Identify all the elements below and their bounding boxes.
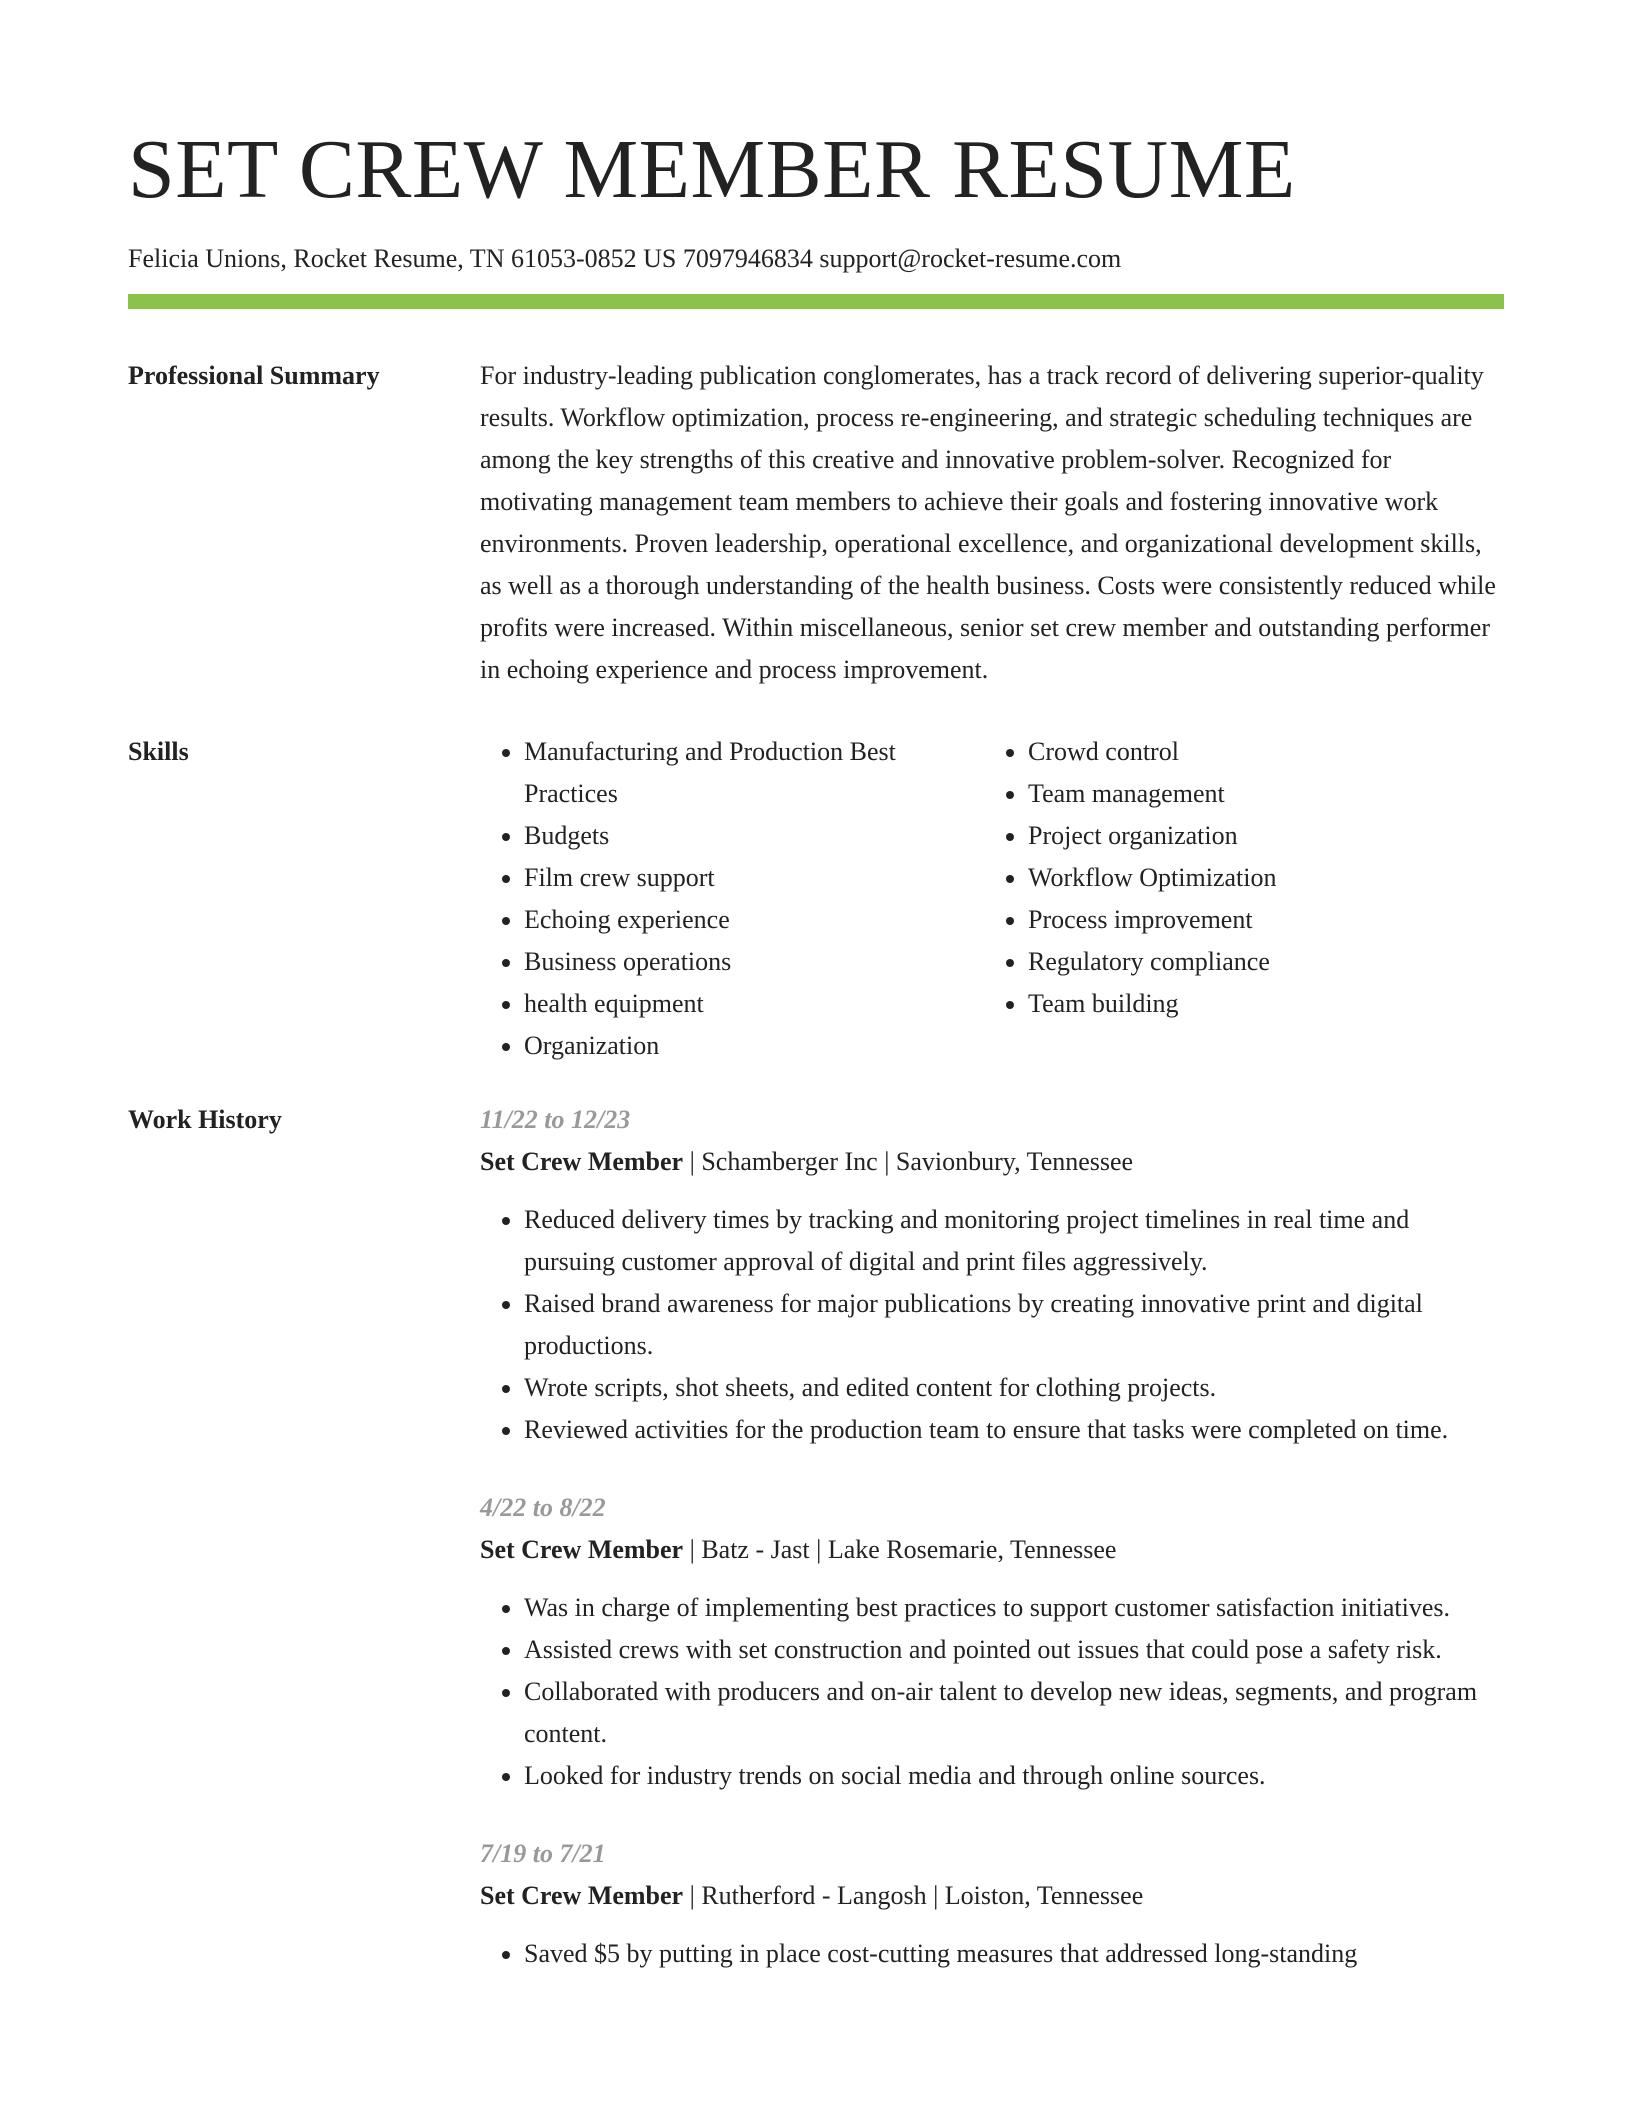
skill-item: • Business operations xyxy=(524,941,984,983)
summary-text: For industry-leading publication conglomerates, has a track record of delivering superior-quality results. Workflow optimization, process re-engineering, and strategic scheduling techniques are among the key strengths of this creative and innovative problem-solver. Recognized for motivating management team members to achieve their goals and fostering innovative work environments. Proven leadership, operational excellence, and organizational development skills, as well as a thorough understanding of the health business. Costs were consistently reduced while profits were increased. Within miscellaneous, senior set crew member and outstanding performer in echoing experience and process improvement. xyxy=(480,361,1496,684)
skills-list-left xyxy=(480,731,984,1067)
skill-item: • Manufacturing and Production Best Practices xyxy=(524,731,984,815)
skill-item: • Crowd control xyxy=(1028,731,1488,773)
job-title: Set Crew Member xyxy=(480,1535,684,1564)
job-date: 7/19 to 7/21 xyxy=(480,1839,606,1868)
job-bullets xyxy=(480,1587,1504,1797)
skill-item: • Echoing experience xyxy=(524,899,984,941)
skill-item: • Organization xyxy=(524,1025,984,1067)
job-details: | Batz - Jast | Lake Rosemarie, Tennessee xyxy=(683,1535,1117,1564)
contact-line: Felicia Unions, Rocket Resume, TN 61053-0852 US 7097946834 support@rocket-resume.com xyxy=(128,244,1122,273)
job-entry xyxy=(480,1833,1504,1975)
job-title: Set Crew Member xyxy=(480,1147,684,1176)
work-history-section xyxy=(128,1099,1504,2011)
job-bullet: • Assisted crews with set construction and pointed out issues that could pose a safety risk. xyxy=(524,1629,1504,1671)
skills-section xyxy=(128,731,1504,1067)
job-heading xyxy=(480,1529,1504,1571)
job-bullet: • Reviewed activities for the production team to ensure that tasks were completed on time. xyxy=(524,1409,1504,1451)
job-bullet: • Reduced delivery times by tracking and monitoring project timelines in real time and pursuing customer approval of digital and print files aggressively. xyxy=(524,1199,1504,1283)
work-history-label: Work History xyxy=(128,1105,282,1134)
job-entry xyxy=(480,1487,1504,1797)
skill-item: • Workflow Optimization xyxy=(1028,857,1488,899)
skills-label: Skills xyxy=(128,737,189,766)
job-bullet: • Wrote scripts, shot sheets, and edited content for clothing projects. xyxy=(524,1367,1504,1409)
job-heading xyxy=(480,1875,1504,1917)
accent-divider xyxy=(128,294,1504,309)
job-bullet: • Saved $5 by putting in place cost-cutting measures that addressed long-standing xyxy=(524,1933,1504,1975)
job-date: 11/22 to 12/23 xyxy=(480,1105,631,1134)
summary-label: Professional Summary xyxy=(128,361,380,390)
job-bullets xyxy=(480,1199,1504,1451)
job-heading xyxy=(480,1141,1504,1183)
skill-item: • Process improvement xyxy=(1028,899,1488,941)
skill-item: • health equipment xyxy=(524,983,984,1025)
job-bullet: • Raised brand awareness for major publications by creating innovative print and digital productions. xyxy=(524,1283,1504,1367)
job-details: | Schamberger Inc | Savionbury, Tennessee xyxy=(683,1147,1134,1176)
skills-list-right xyxy=(984,731,1488,1067)
job-bullet: • Was in charge of implementing best practices to support customer satisfaction initiatives. xyxy=(524,1587,1504,1629)
job-entry xyxy=(480,1099,1504,1451)
job-date: 4/22 to 8/22 xyxy=(480,1493,606,1522)
resume-title: SET CREW MEMBER RESUME xyxy=(128,123,1296,216)
job-bullets xyxy=(480,1933,1504,1975)
job-details: | Rutherford - Langosh | Loiston, Tennessee xyxy=(683,1881,1144,1910)
skill-item: • Film crew support xyxy=(524,857,984,899)
skill-item: • Team management xyxy=(1028,773,1488,815)
job-bullet: • Looked for industry trends on social media and through online sources. xyxy=(524,1755,1504,1797)
job-bullet: • Collaborated with producers and on-air talent to develop new ideas, segments, and program content. xyxy=(524,1671,1504,1755)
summary-section xyxy=(128,355,1504,691)
skill-item: • Project organization xyxy=(1028,815,1488,857)
job-title: Set Crew Member xyxy=(480,1881,684,1910)
skill-item: • Regulatory compliance xyxy=(1028,941,1488,983)
skill-item: • Budgets xyxy=(524,815,984,857)
skill-item: • Team building xyxy=(1028,983,1488,1025)
